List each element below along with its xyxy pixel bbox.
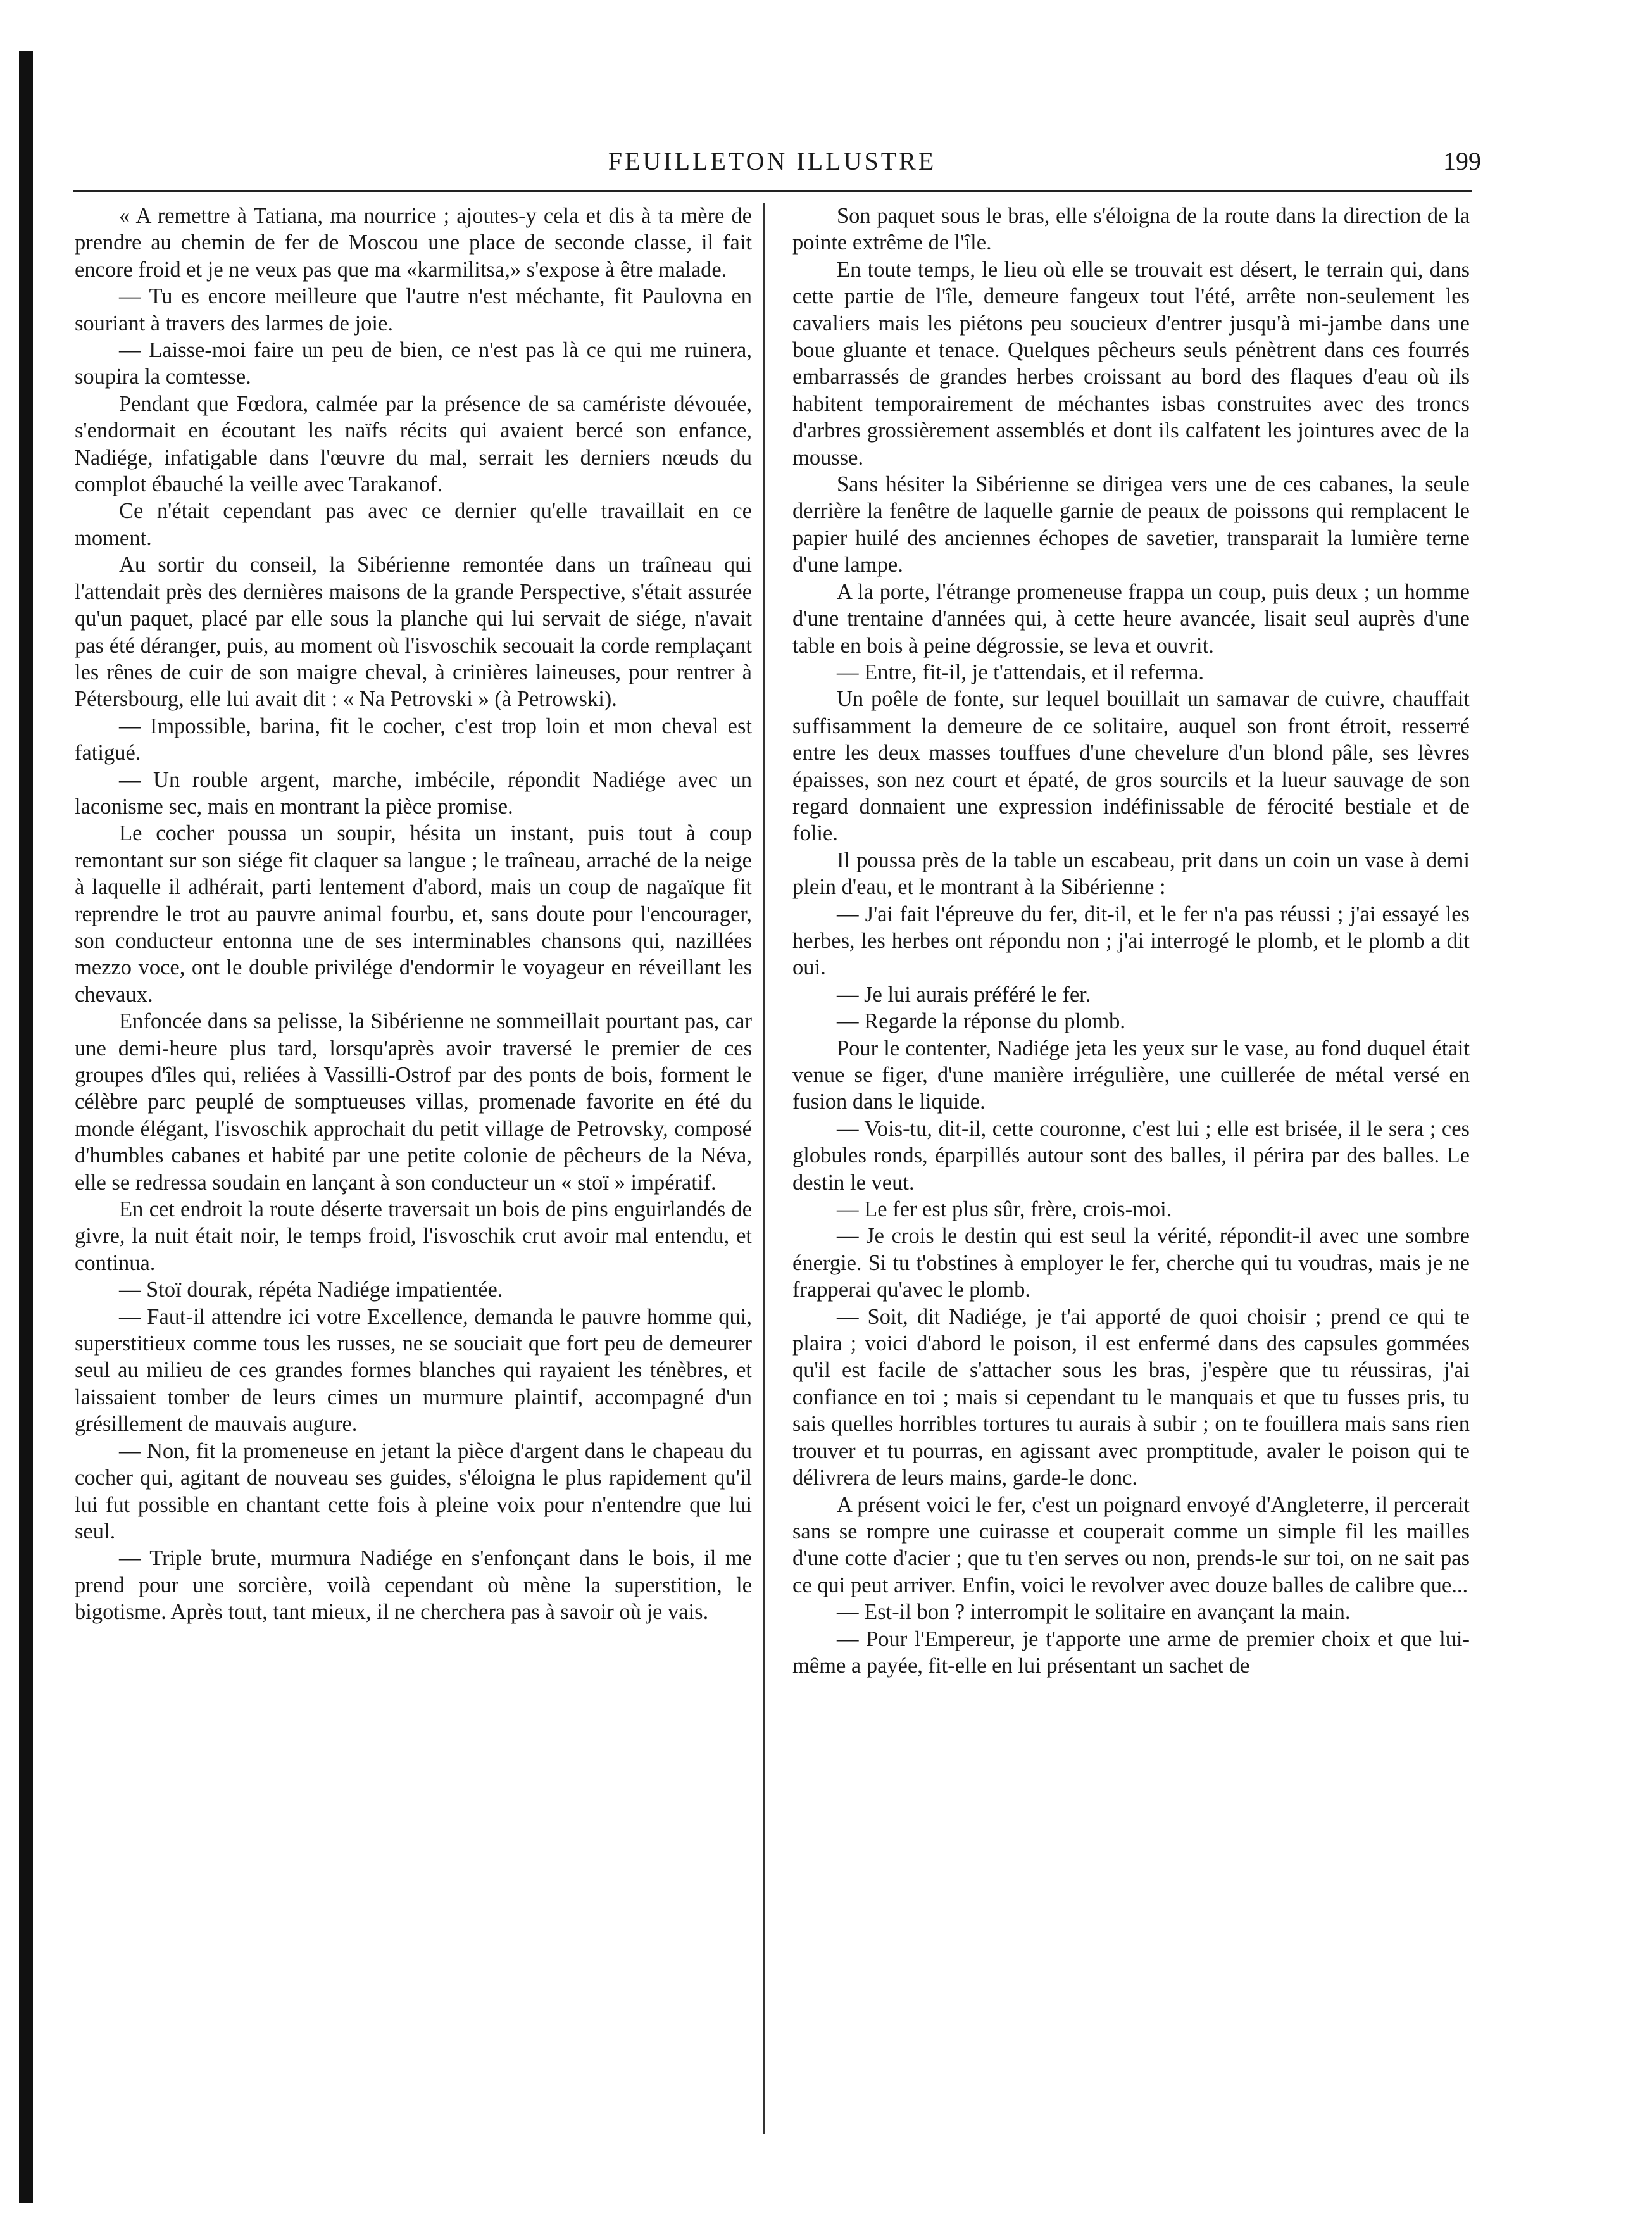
paragraph: Un poêle de fonte, sur lequel bouillait un samavar de cuivre, chauffait suffisamment la demeure de ce solitaire, auquel son front étroit, resserré entre les deux masses touffues d'une chevelure d'un blond pâle, ses lèvres épaisses, son nez court et épaté, de gros sourcils et la lueur sauvage de son regard donnaient une expression indéfinissable de férocité bestiale et de folie. [792, 687, 1470, 846]
header-rule [73, 190, 1472, 192]
paragraph: — Stoï dourak, répéta Nadiége impatientée. [119, 1278, 503, 1302]
paragraph: — Regarde la réponse du plomb. [837, 1009, 1126, 1034]
paragraph: — Soit, dit Nadiége, je t'ai apporté de quoi choisir ; prend ce qui te plaira ; voici d'abord le poison, il est enfermé dans des capsules gommées qu'il est facile de s'attacher sous les bras, j'espère que tu réussiras, j'ai confiance en toi ; mais si cependant tu le manquais et que tu fusses pris, tu sais quelles horribles tortures tu aurais à subir ; on te fouillera mais sans rien trouver et tu pourras, en agissant avec promptitude, avaler le poison qui te délivrera de leurs mains, garde-le donc. [792, 1304, 1470, 1490]
paragraph: Le cocher poussa un soupir, hésita un instant, puis tout à coup remontant sur son siége fit claquer sa langue ; le traîneau, arraché de la neige à laquelle il adhérait, parti lentement d'abord, mais un coup de nagaïque fit reprendre le trot au pauvre animal fourbu, et, sans doute pour l'encourager, son conducteur entonna une de ses interminables chansons qui, nazillées mezzo voce, ont le double privilége d'endormir le voyageur en réveillant les chevaux. [75, 821, 752, 1007]
paragraph: — Le fer est plus sûr, frère, crois-moi. [837, 1197, 1172, 1222]
paragraph: — Entre, fit-il, je t'attendais, et il referma. [837, 660, 1205, 684]
paragraph: Pour le contenter, Nadiége jeta les yeux sur le vase, au fond duquel était venue se figer, d'une manière irrégulière, une cuillerée de métal versé en fusion dans le liquide. [792, 1036, 1470, 1114]
paragraph: Sans hésiter la Sibérienne se dirigea vers une de ces cabanes, la seule derrière la fenêtre de laquelle garnie de peaux de poissons qui remplacent le papier huilé des anciennes échopes de savetier, transparait la lumière terne d'une lampe. [792, 472, 1470, 577]
paragraph: — Laisse-moi faire un peu de bien, ce n'est pas là ce qui me ruinera, soupira la comtesse. [75, 338, 752, 389]
running-title: FEUILLETON ILLUSTRE [608, 147, 937, 175]
page-header [76, 146, 1481, 184]
paragraph: — Impossible, barina, fit le cocher, c'est trop loin et mon cheval est fatigué. [75, 714, 752, 765]
paragraph: — Pour l'Empereur, je t'apporte une arme de premier choix et que lui-même a payée, fit-elle en lui présentant un sachet de [792, 1626, 1470, 1678]
paragraph: — Triple brute, murmura Nadiége en s'enfonçant dans le bois, il me prend pour une sorcière, voilà cependant où mène la superstition, le bigotisme. Après tout, tant mieux, il ne cherchera pas à savoir où je vais. [75, 1546, 752, 1625]
paragraph: Au sortir du conseil, la Sibérienne remontée dans un traîneau qui l'attendait près des dernières maisons de la grande Perspective, s'était assurée qu'un paquet, placé par elle sous la planche qui lui servait de siége, n'avait pas été déranger, puis, au moment où l'isvoschik secouait la corde remplaçant les rênes de cuir de son maigre cheval, à crinières laineuses, pour rentrer à Pétersbourg, elle lui avait dit : « Na Petrovski » (à Petrowski). [75, 553, 752, 712]
page-number: 199 [1443, 147, 1481, 175]
paragraph: — Je crois le destin qui est seul la vérité, répondit-il avec une sombre énergie. Si tu t'obstines à employer le fer, cherche qui tu voudras, mais je ne frapperai qu'avec le plomb. [792, 1224, 1470, 1302]
paragraph: — Je lui aurais préféré le fer. [837, 982, 1091, 1007]
paragraph: — J'ai fait l'épreuve du fer, dit-il, et le fer n'a pas réussi ; j'ai essayé les herbes, les herbes ont répondu non ; j'ai interrogé le plomb, et le plomb a dit oui. [792, 902, 1470, 980]
paragraph: A présent voici le fer, c'est un poignard envoyé d'Angleterre, il percerait sans se rompre une cuirasse et couperait comme un simple fil les mailles d'une cotte d'acier ; que tu t'en serves ou non, prends-le sur toi, on ne sait pas ce qui peut arriver. Enfin, voici le revolver avec douze balles de calibre que... [792, 1492, 1470, 1597]
paragraph: En toute temps, le lieu où elle se trouvait est désert, le terrain qui, dans cette partie de l'île, demeure fangeux tout l'été, arrête non-seulement les cavaliers mais les piétons peu soucieux d'entrer jusqu'à mi-jambe dans une boue gluante et tenace. Quelques pêcheurs seuls pénètrent dans ces fourrés embarrassés de grandes herbes croissant au bord des flaques d'eau où ils habitent temporairement de méchantes isbas construites avec des troncs d'arbres grossièrement assemblés et dont ils calfatent les jointures avec de la mousse. [792, 257, 1470, 470]
paragraph: — Vois-tu, dit-il, cette couronne, c'est lui ; elle est brisée, il le sera ; ces globules ronds, éparpillés autour sont des balles, il périra par des balles. Le destin le veut. [792, 1116, 1470, 1195]
column-divider [763, 203, 765, 2134]
paragraph: Pendant que Fœdora, calmée par la présence de sa camériste dévouée, s'endormait en écoutant les naïfs récits qui avaient bercé son enfance, Nadiége, infatigable dans l'œuvre du mal, serrait les derniers nœuds du complot ébauché la veille avec Tarakanof. [75, 391, 752, 497]
paragraph: Ce n'était cependant pas avec ce dernier qu'elle travaillait en ce moment. [75, 499, 752, 550]
right-column [792, 203, 1470, 2153]
paragraph: — Faut-il attendre ici votre Excellence, demanda le pauvre homme qui, superstitieux comme tous les russes, ne se souciait que fort peu de demeurer seul au milieu de ces grandes formes blanches qui rayaient les ténèbres, et laissaient tomber de leurs cimes un murmure plaintif, accompagné d'un grésillement de mauvais augure. [75, 1304, 752, 1437]
paragraph: — Un rouble argent, marche, imbécile, répondit Nadiége avec un laconisme sec, mais en montrant la pièce promise. [75, 767, 752, 819]
paragraph: — Non, fit la promeneuse en jetant la pièce d'argent dans le chapeau du cocher qui, agitant de nouveau ses guides, s'éloigna le plus rapidement qu'il lui fut possible en chantant cette fois à pleine voix pour n'entendre que lui seul. [75, 1438, 752, 1544]
paragraph: En cet endroit la route déserte traversait un bois de pins enguirlandés de givre, la nuit était noir, le temps froid, l'isvoschik crut avoir mal entendu, et continua. [75, 1197, 752, 1275]
paragraph: Son paquet sous le bras, elle s'éloigna de la route dans la direction de la pointe extrême de l'île. [792, 204, 1470, 255]
left-column [75, 203, 752, 2153]
binding-edge [19, 51, 33, 2203]
paragraph: Il poussa près de la table un escabeau, prit dans un coin un vase à demi plein d'eau, et le montrant à la Sibérienne : [792, 848, 1470, 900]
paragraph: A la porte, l'étrange promeneuse frappa un coup, puis deux ; un homme d'une trentaine d'années qui, à cette heure avancée, lisait seul auprès d'une table en bois à peine dégrossie, se leva et ouvrit. [792, 579, 1470, 658]
paragraph: « A remettre à Tatiana, ma nourrice ; ajoutes-y cela et dis à ta mère de prendre au chemin de fer de Moscou une place de seconde classe, il fait encore froid et je ne veux pas que ma «karmilitsa,» s'expose à être malade. [75, 204, 752, 282]
paragraph: — Est-il bon ? interrompit le solitaire en avançant la main. [837, 1600, 1351, 1625]
paragraph: Enfoncée dans sa pelisse, la Sibérienne ne sommeillait pourtant pas, car une demi-heure plus tard, lorsqu'après avoir traversé le premier de ces groupes d'îles qui, reliées à Vassilli-Ostrof par des ponts de bois, forment le célèbre parc peuplé de somptueuses villas, promenade favorite en été du monde élégant, l'isvoschik approchait du petit village de Petrovsky, composé d'humbles cabanes et habité par une petite colonie de pêcheurs de la Néva, elle se redressa soudain en lançant à son conducteur un « stoï » impératif. [75, 1009, 752, 1195]
paragraph: — Tu es encore meilleure que l'autre n'est méchante, fit Paulovna en souriant à travers des larmes de joie. [75, 284, 752, 336]
